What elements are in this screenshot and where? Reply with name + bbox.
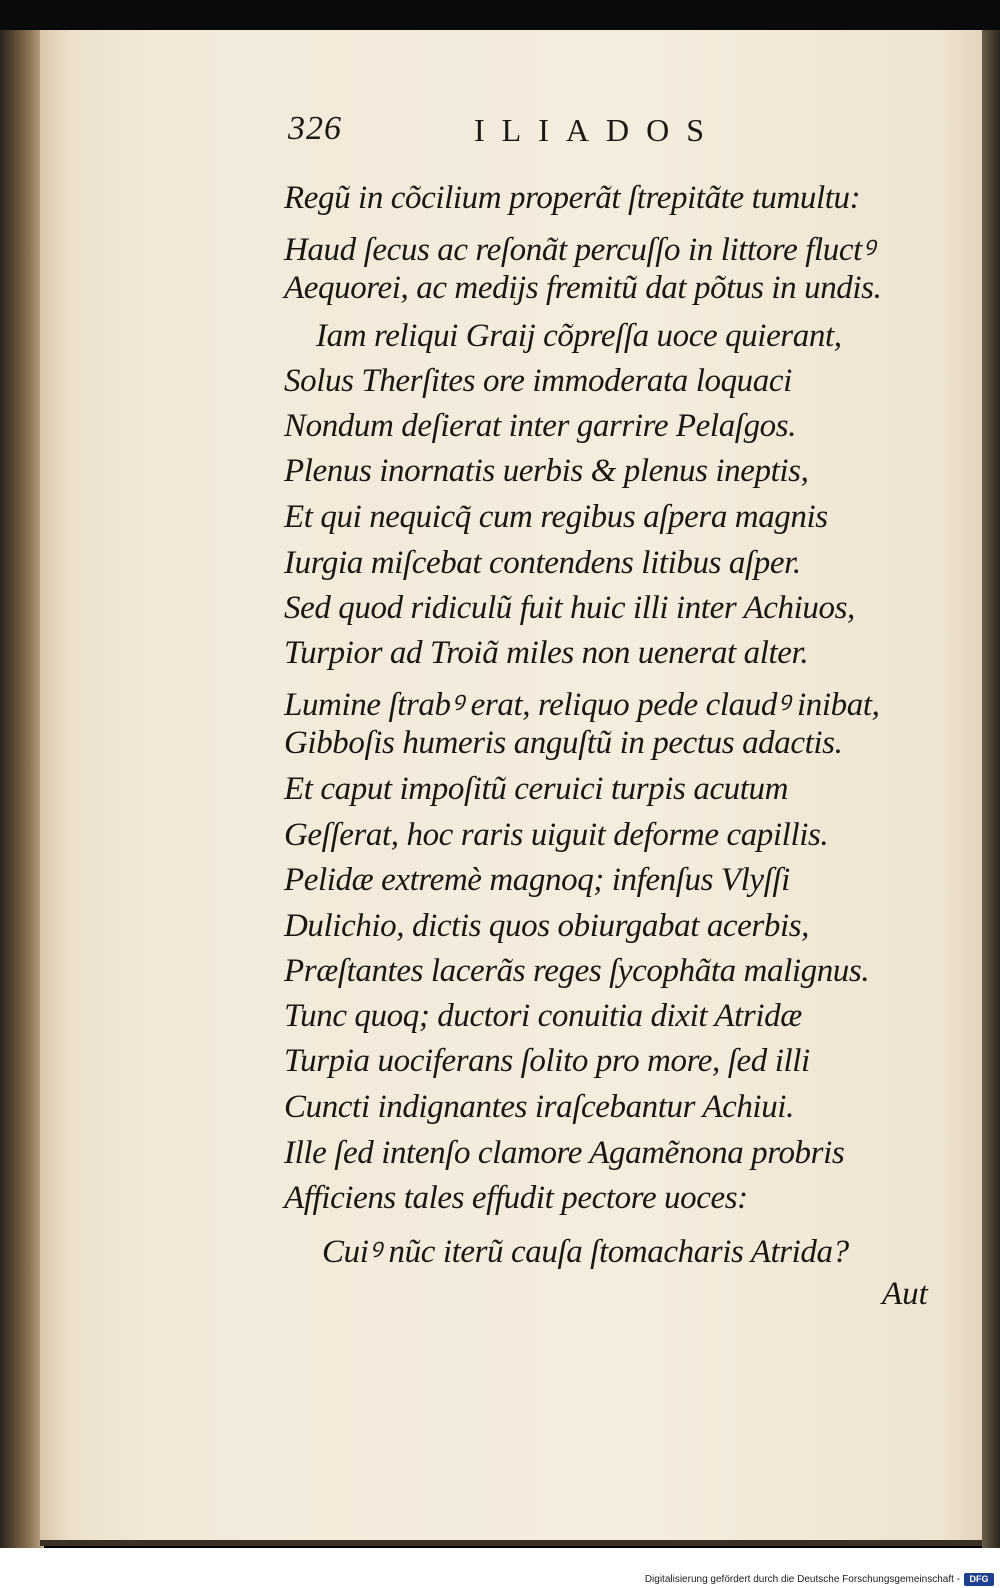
scan-top-border xyxy=(0,0,1000,30)
running-title: ILIADOS xyxy=(474,112,721,148)
page-right-edge xyxy=(982,30,1000,1548)
verse-line: Turpior ad Troiã miles non uenerat alter. xyxy=(284,635,809,671)
verse-line: Pelidæ extremè magnoq; infenſus Vlyſſi xyxy=(284,862,790,898)
verse-line: Sed quod ridiculũ fuit huic illi inter Achiuos, xyxy=(284,590,855,626)
verse-line: Cuncti indignantes iraſcebantur Achiui. xyxy=(284,1089,794,1125)
verse-line: Iurgia miſcebat contendens litibus aſper. xyxy=(284,545,801,581)
verse-line: Et qui nequicq̃ cum regibus aſpera magnis xyxy=(284,499,828,535)
dfg-logo-icon: DFG xyxy=(964,1573,994,1586)
book-binding-edge xyxy=(0,30,44,1548)
digitization-credit: Digitalisierung gefördert durch die Deutsche Forschungsgemeinschaft - xyxy=(644,1574,960,1585)
page-number: 326 xyxy=(288,110,342,147)
verse-line: Præſtantes lacerãs reges ſycophãta malignus. xyxy=(284,953,870,989)
verse-line: Regũ in cõcilium properãt ſtrepitãte tumultu: xyxy=(284,180,861,216)
verse-line: Aequorei, ac medijs fremitũ dat põtus in undis. xyxy=(284,270,882,306)
verse-line: Solus Therſites ore immoderata loquaci xyxy=(284,363,792,399)
verse-line: Ille ſed intenſo clamore Agamẽnona probris xyxy=(284,1135,845,1171)
verse-line: Dulichio, dictis quos obiurgabat acerbis, xyxy=(284,908,810,944)
verse-line: Gibboſis humeris anguſtũ in pectus adactis. xyxy=(284,725,843,761)
verse-line: Haud ſecus ac reſonãt percuſſo in littore fluctꝰ xyxy=(284,232,875,268)
verse-line: Lumine ſtrabꝰ erat, reliquo pede claudꝰ inibat, xyxy=(284,687,880,723)
verse-line: Turpia uociferans ſolito pro more, ſed illi xyxy=(284,1043,810,1079)
verse-line: Cuiꝰ nũc iterũ cauſa ſtomacharis Atrida? xyxy=(322,1234,849,1270)
verse-line: Geſſerat, hoc raris uiguit deforme capillis. xyxy=(284,817,829,853)
catchword: Aut xyxy=(882,1276,928,1312)
verse-line: Et caput impoſitũ ceruici turpis acutum xyxy=(284,771,789,807)
verse-line: Iam reliqui Graij cõpreſſa uoce quierant, xyxy=(316,318,842,354)
verse-line: Afficiens tales effudit pectore uoces: xyxy=(284,1180,748,1216)
verse-line: Tunc quoq; ductori conuitia dixit Atridæ xyxy=(284,998,802,1034)
verse-line: Plenus inornatis uerbis & plenus ineptis, xyxy=(284,453,809,489)
verse-line: Nondum deſierat inter garrire Pelaſgos. xyxy=(284,408,797,444)
